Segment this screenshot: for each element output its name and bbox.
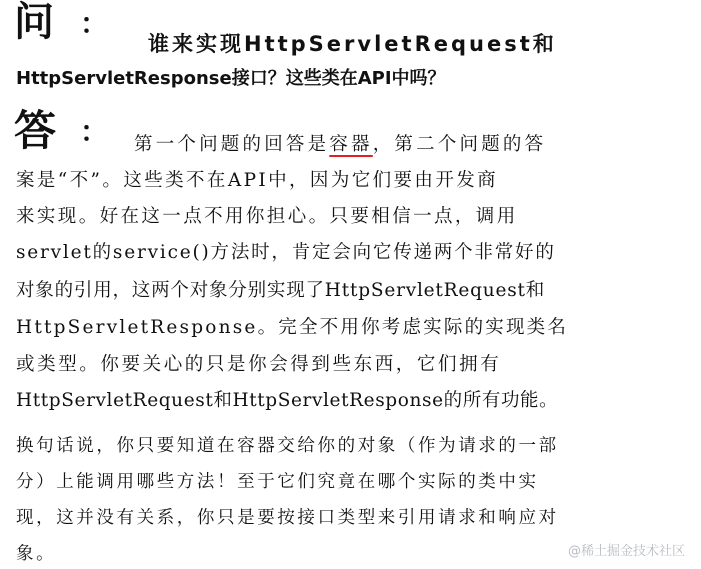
answer-line-1-before: 第一个问题的回答是 [134,134,330,155]
answer-text-line-4: servlet的service()方法时，肯定会向它传递两个非常好的 [16,242,556,263]
answer-colon: ： [80,115,109,148]
question-colon: ： [80,7,109,40]
answer-text-line-5: 对象的引用，这两个对象分别实现了HttpServletRequest和 [16,280,546,301]
question-mark: 问 [14,0,54,45]
paragraph-2-line-4: 象。 [16,544,57,564]
answer-text-line-7: 或类型。你要关心的只是你会得到些东西，它们拥有 [16,354,502,375]
watermark: @稀土掘金技术社区 [567,544,685,559]
answer-line-1-after: ，第二个问题的答 [372,134,547,155]
answer-text-line-6: HttpServletResponse。完全不用你考虑实际的实现类名 [16,317,569,338]
paragraph-2-line-1: 换句话说，你只要知道在容器交给你的对象（作为请求的一部 [16,436,559,456]
answer-mark: 答 [14,106,57,155]
paragraph-2-line-3: 现，这并没有关系，你只是要按接口类型来引用请求和响应对 [16,508,559,528]
answer-text-line-1 [134,130,546,156]
paragraph-2-line-2: 分）上能调用哪些方法！至于它们究竟在哪个实际的类中实 [16,472,539,492]
answer-text-line-8: HttpServletRequest和HttpServletResponse的所有功能。 [16,390,559,411]
question-text-line-2: HttpServletResponse接口？这些类在API中吗？ [16,68,446,89]
answer-text-line-3: 来实现。好在这一点不用你担心。只要相信一点，调用 [16,206,518,227]
question-text-line-1: 谁来实现HttpServletRequest和 [148,32,557,56]
answer-text-line-2: 案是“不”。这些类不在API中，因为它们要由开发商 [16,170,499,191]
highlighted-term: 容器 [329,134,373,155]
